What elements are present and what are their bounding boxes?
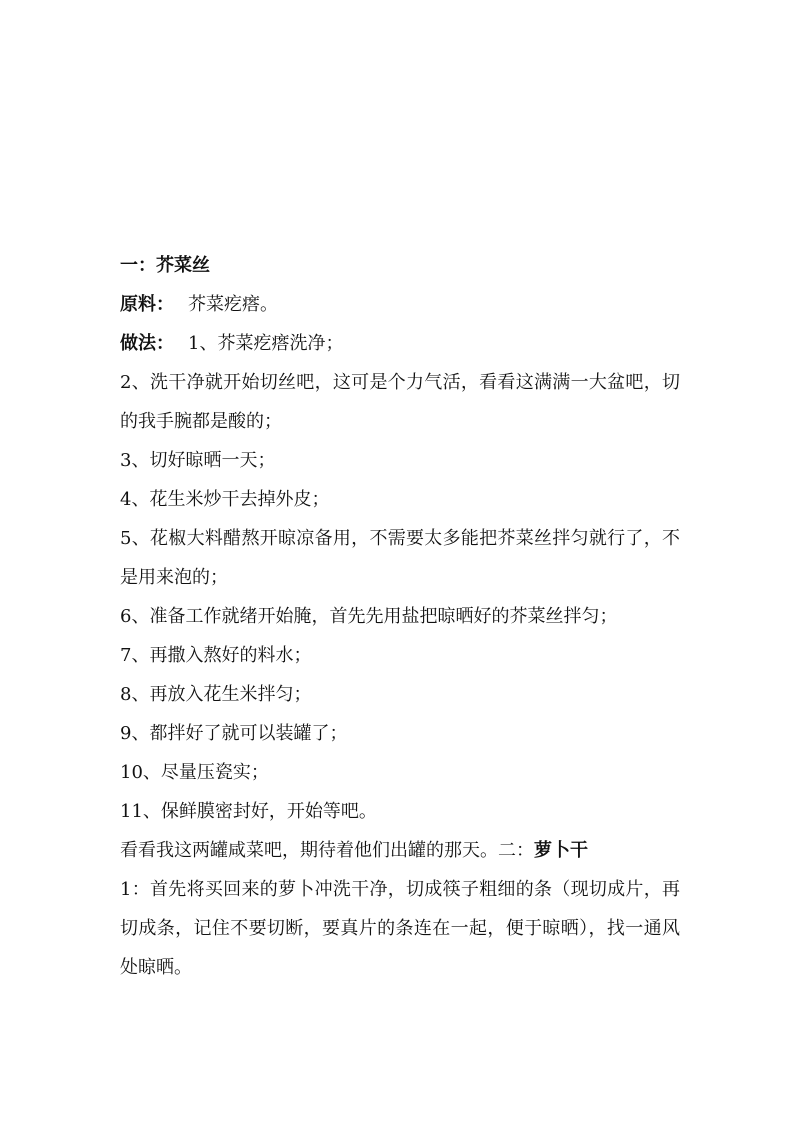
step-item: 4、花生米炒干去掉外皮； [120, 489, 330, 510]
method-line [120, 324, 680, 363]
section2-step-item: 1：首先将买回来的萝卜冲洗干净，切成筷子粗细的条（现切成片，再切成条，记住不要切断，要真片的条连在一起，便于晾晒），找一通风处晾晒。 [120, 879, 680, 978]
section2-title: 萝卜干 [534, 840, 588, 861]
ingredients-text: 芥菜疙瘩。 [188, 294, 278, 315]
step-item: 7、再撒入熬好的料水； [120, 645, 312, 666]
section-title: 一：芥菜丝 [120, 255, 210, 276]
step-item: 11、保鲜膜密封好，开始等吧。 [120, 801, 377, 822]
step-item: 9、都拌好了就可以装罐了； [120, 723, 348, 744]
step-item: 1、芥菜疙瘩洗净； [188, 333, 344, 354]
method-label: 做法： [120, 333, 174, 354]
closing-text: 看看我这两罐咸菜吧，期待着他们出罐的那天。二： [120, 840, 534, 861]
step-item: 6、准备工作就绪开始腌，首先先用盐把晾晒好的芥菜丝拌匀； [120, 606, 618, 627]
closing-line [120, 831, 680, 870]
document-body [120, 246, 680, 987]
step-item: 10、尽量压瓷实； [120, 762, 269, 783]
step-item: 3、切好晾晒一天； [120, 450, 276, 471]
step-item: 8、再放入花生米拌匀； [120, 684, 312, 705]
step-item: 2、洗干净就开始切丝吧，这可是个力气活，看看这满满一大盆吧，切的我手腕都是酸的； [120, 372, 680, 432]
ingredients-label: 原料： [120, 294, 174, 315]
step-item: 5、花椒大料醋熬开晾凉备用，不需要太多能把芥菜丝拌匀就行了，不是用来泡的； [120, 528, 680, 588]
ingredients-line [120, 285, 680, 324]
